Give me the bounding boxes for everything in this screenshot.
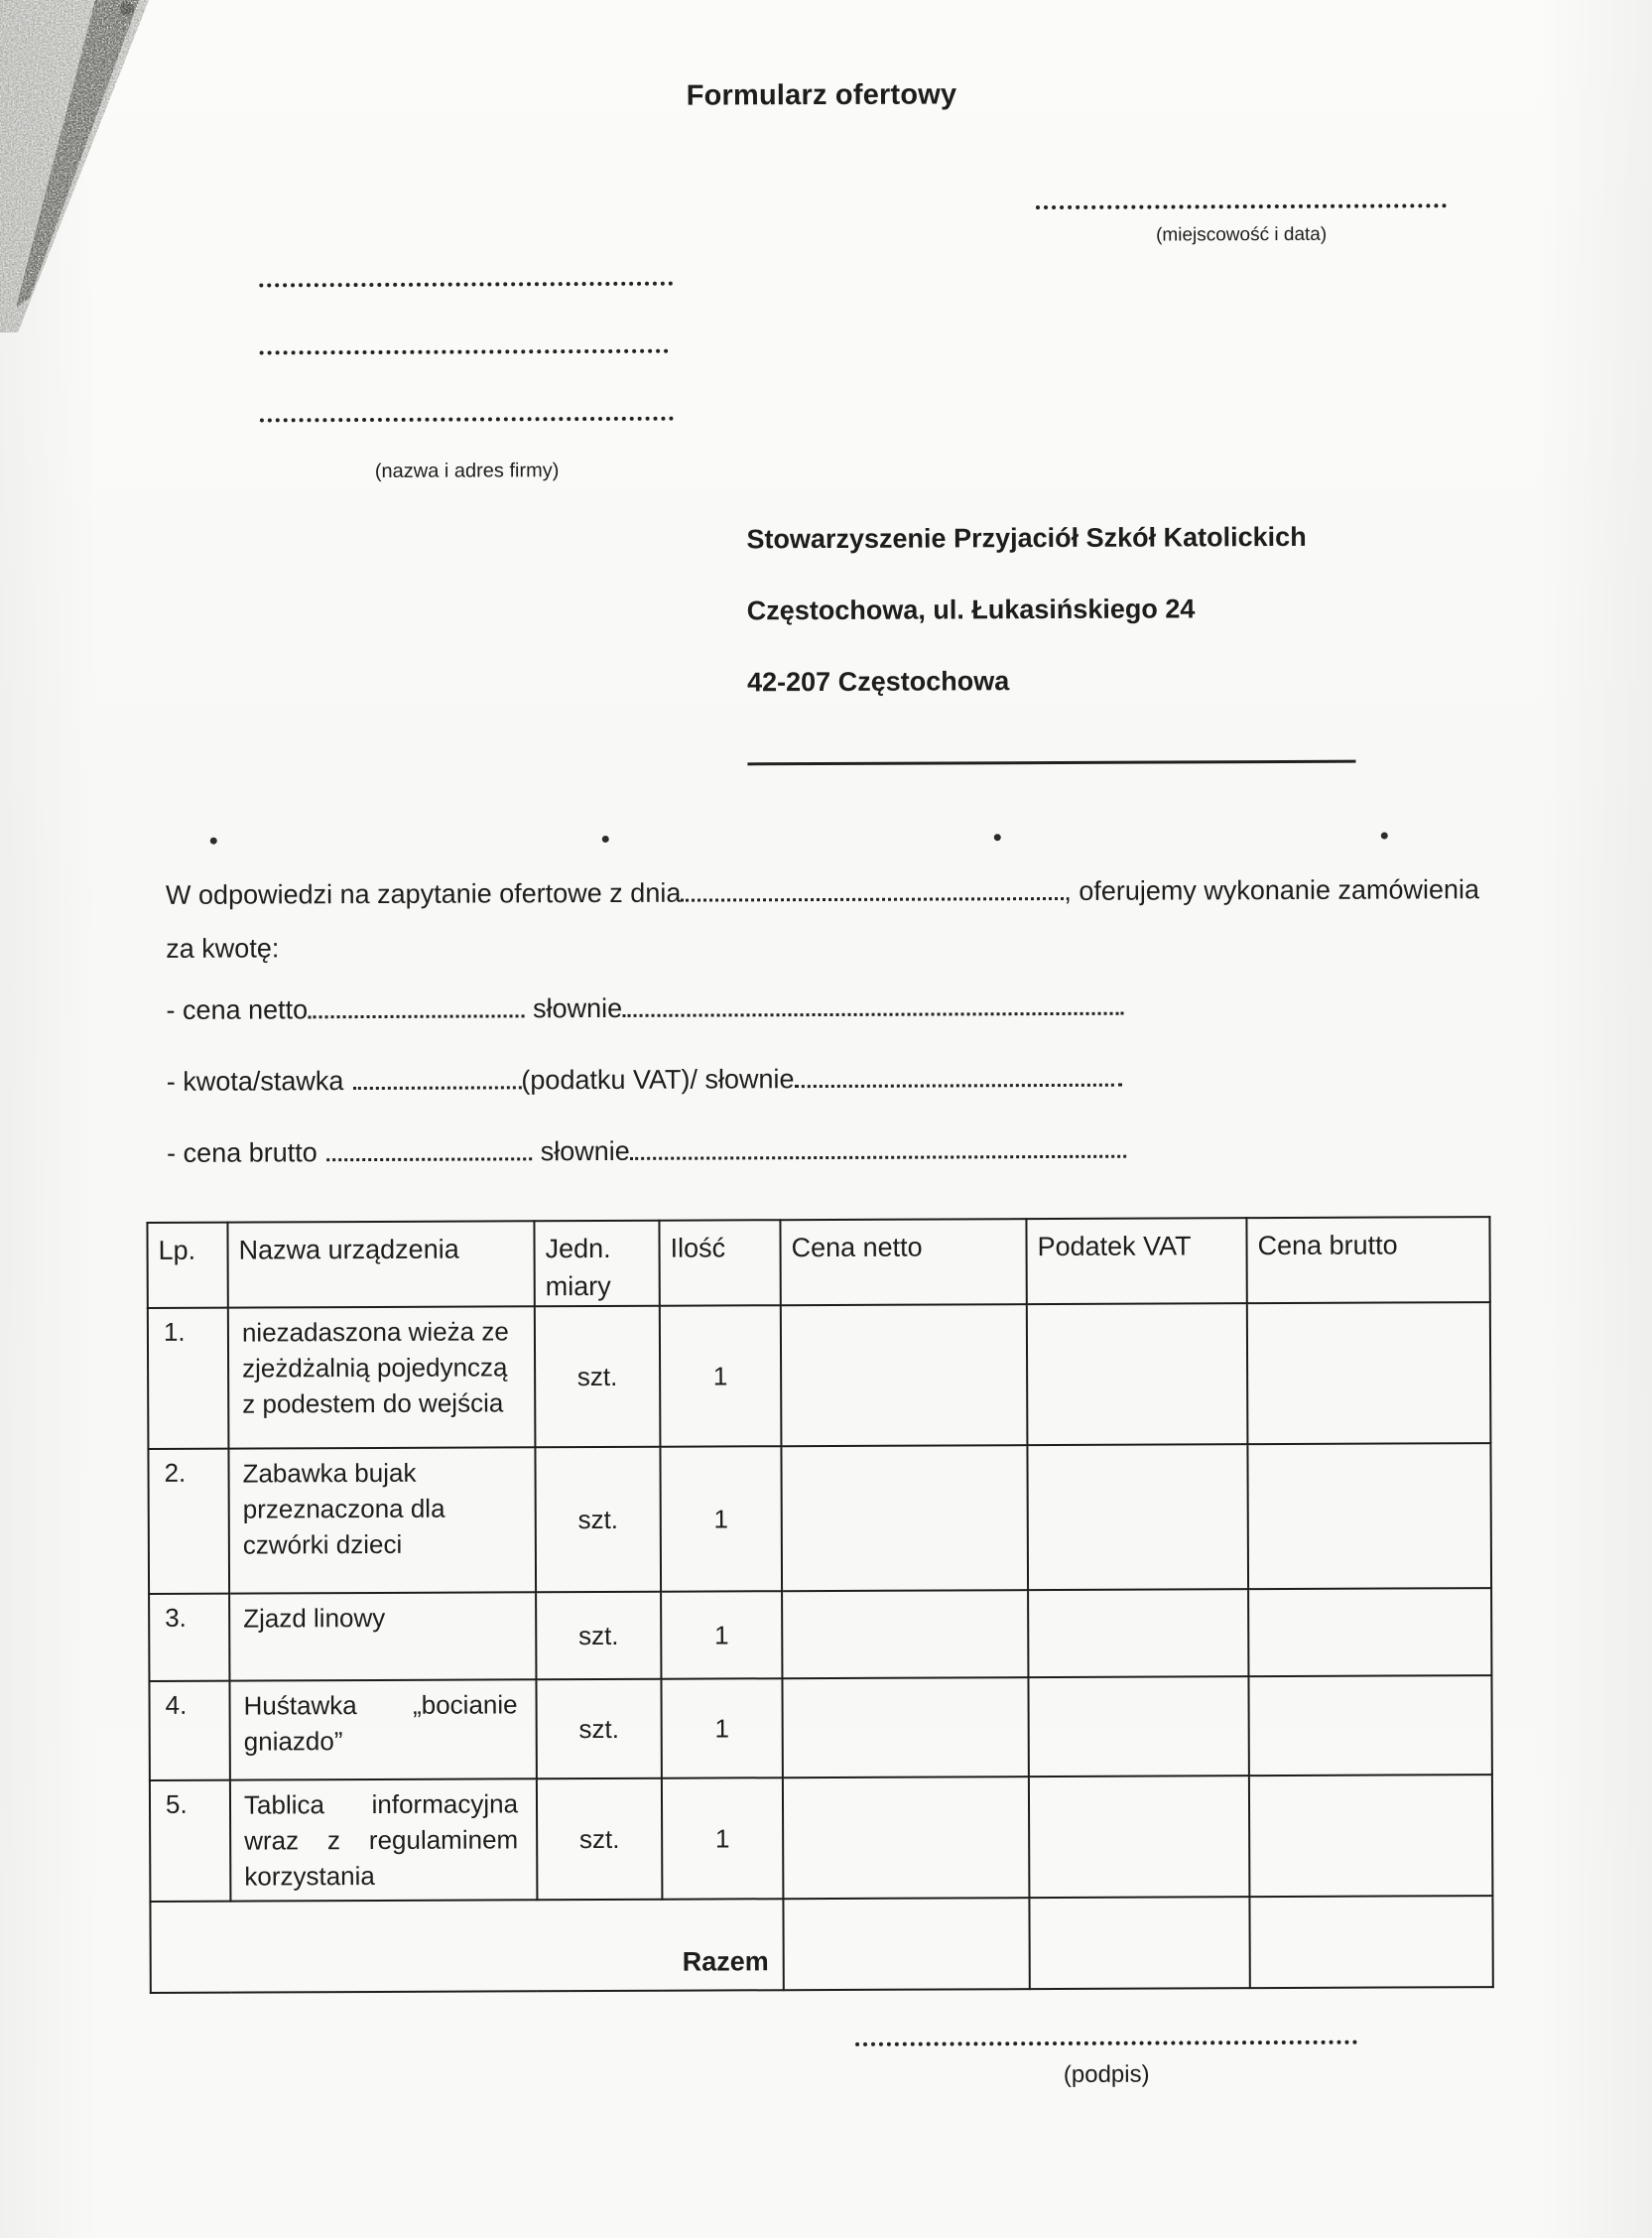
cell-unit: szt. [535,1447,661,1593]
separator-dot [994,834,1001,841]
cell-quantity: 1 [661,1591,782,1679]
total-podatek-vat-blank [1029,1897,1249,1989]
table-row [149,1588,1491,1681]
cell-quantity: 1 [660,1305,782,1447]
cell-cena-brutto-blank [1248,1588,1491,1676]
netto-middle: słownie [533,992,623,1024]
cell-item-name: Huśtawka „bocianie gniazdo” [229,1679,536,1779]
recipient-underline [747,760,1355,766]
cell-cena-netto-blank [781,1304,1028,1446]
netto-prefix: - cena netto [166,994,309,1025]
company-blank-line-3 [260,417,674,423]
total-label-cell: Razem [150,1899,783,1993]
separator-dot [1381,833,1388,840]
cell-item-name: niezadaszona wieża ze zjeżdżalnią pojedynczą z podestem do wejścia [228,1306,536,1448]
recipient-city: 42-207 Częstochowa [747,666,1010,698]
table-total-row [150,1896,1492,1993]
recipient-street: Częstochowa, ul. Łukasińskiego 24 [746,593,1196,626]
intro-text-after-date: , oferujemy wykonanie zamówienia [1064,874,1480,906]
cell-lp: 4. [149,1681,229,1780]
brutto-middle: słownie [540,1135,630,1167]
price-line-brutto [167,1134,1126,1169]
brutto-prefix: - cena brutto [167,1137,318,1168]
cell-item-name: Zjazd linowy [229,1592,536,1680]
cell-lp: 5. [150,1780,231,1902]
company-blank-line-1 [259,282,673,288]
separator-dot [210,838,217,845]
vat-prefix: - kwota/stawka [166,1066,344,1097]
cell-quantity: 1 [662,1777,784,1900]
cell-unit: szt. [536,1592,661,1680]
offer-intro-line-2: za kwotę: [166,933,280,964]
netto-amount-leader [308,1011,524,1018]
company-blank-line-2 [260,349,669,355]
brutto-amount-leader [326,1154,532,1161]
col-header-jedn-miary: Jedn. miary [534,1221,659,1307]
brutto-words-leader [630,1152,1126,1160]
cell-podatek-vat-blank [1027,1444,1248,1590]
cell-cena-netto-blank [781,1445,1028,1591]
recipient-name: Stowarzyszenie Przyjaciół Szkół Katolickich [746,521,1307,555]
date-blank-leader [681,894,1064,902]
table-row [149,1675,1491,1780]
vat-words-leader [795,1081,1122,1088]
price-line-netto [166,991,1123,1026]
col-header-nazwa: Nazwa urządzenia [227,1221,534,1307]
signature-blank-line [855,2041,1357,2046]
col-header-cena-netto: Cena netto [780,1219,1026,1305]
page-title: Formularz ofertowy [686,78,957,112]
offer-table [146,1216,1493,1994]
cell-cena-netto-blank [782,1677,1028,1777]
place-date-label: (miejscowość i data) [1156,223,1328,246]
signature-label: (podpis) [1063,2060,1150,2088]
table-row [148,1443,1491,1594]
col-header-lp: Lp. [147,1223,227,1308]
col-header-cena-brutto: Cena brutto [1246,1217,1489,1303]
col-header-podatek-vat: Podatek VAT [1026,1218,1246,1304]
vat-amount-leader [352,1083,521,1090]
separator-dot [602,836,609,843]
vat-middle: (podatku VAT)/ słownie [521,1064,795,1096]
cell-podatek-vat-blank [1027,1303,1248,1445]
place-date-blank-line [1036,203,1447,209]
cell-podatek-vat-blank [1028,1589,1248,1677]
cell-cena-brutto-blank [1249,1775,1493,1897]
cell-item-name: Tablica informacyjna wraz z regulaminem korzystania [230,1778,538,1901]
cell-unit: szt. [535,1306,661,1448]
cell-quantity: 1 [661,1678,782,1778]
cell-quantity: 1 [660,1446,782,1592]
cell-lp: 1. [148,1308,229,1449]
price-line-vat [167,1063,1122,1098]
table-row [148,1302,1491,1449]
col-header-ilosc: Ilość [659,1220,780,1306]
table-row [150,1775,1493,1902]
company-name-label: (nazwa i adres firmy) [374,460,560,482]
table-header-row [147,1217,1489,1308]
cell-cena-brutto-blank [1247,1443,1491,1589]
intro-text-before-date: W odpowiedzi na zapytanie ofertowe z dnia [165,877,682,910]
cell-podatek-vat-blank [1029,1776,1250,1898]
cell-cena-brutto-blank [1248,1675,1491,1776]
cell-unit: szt. [537,1778,663,1901]
cell-unit: szt. [536,1679,661,1779]
cell-item-name: Zabawka bujak przeznaczona dla czwórki dzieci [228,1447,536,1593]
cell-cena-brutto-blank [1247,1302,1491,1444]
cell-cena-netto-blank [783,1777,1030,1899]
cell-lp: 2. [148,1449,229,1594]
total-cena-brutto-blank [1249,1896,1492,1988]
netto-words-leader [622,1009,1123,1017]
offer-intro-line [166,874,1479,911]
total-cena-netto-blank [783,1898,1029,1990]
cell-cena-netto-blank [782,1590,1028,1678]
cell-lp: 3. [149,1594,229,1681]
cell-podatek-vat-blank [1028,1676,1248,1777]
